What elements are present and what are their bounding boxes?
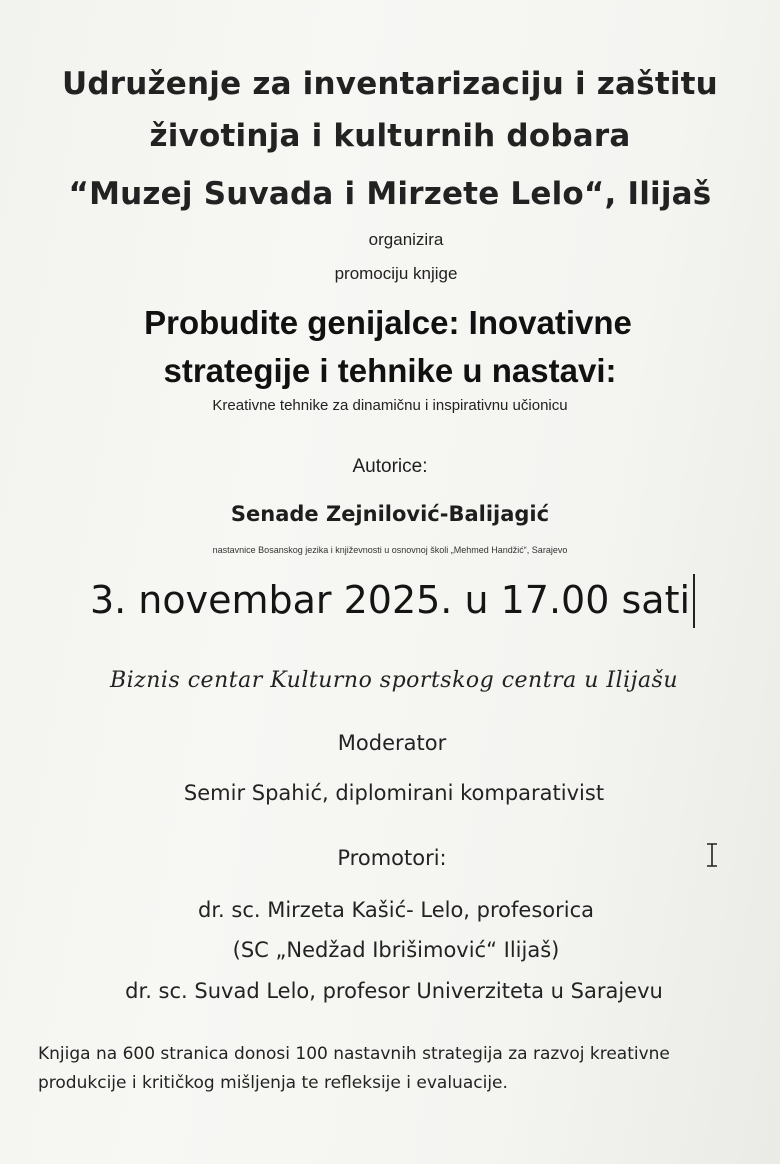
organization-name-line-3: “Muzej Suvada i Mirzete Lelo“, Ilijaš [68,176,712,212]
ibeam-cursor-icon [704,842,720,868]
text-cursor [693,574,695,628]
promotor-1-affiliation: (SC „Nedžad Ibrišimović“ Ilijaš) [232,938,560,962]
book-title-line-1: Probudite genijalce: Inovativne [144,304,632,341]
organizes-text: organizira [368,230,444,249]
book-description-line-1: Knjiga na 600 stranica donosi 100 nastavnih strategija za razvoj kreativne [38,1044,670,1064]
promotor-2: dr. sc. Suvad Lelo, profesor Univerziteta u Sarajevu [125,979,663,1003]
book-promotion-text: promociju knjige [334,264,458,283]
book-title-line-2: strategije i tehnike u nastavi: [163,352,617,389]
book-subtitle: Kreativne tehnike za dinamičnu i inspirativnu učionicu [212,397,568,414]
organization-name-line-1: Udruženje za inventarizaciju i zaštitu [62,66,718,102]
event-venue: Biznis centar Kulturno sportskog centra u Ilijašu [109,668,679,693]
moderator-label: Moderator [337,731,447,755]
book-description [38,1040,768,1098]
book-description-line-2: produkcije i kritičkog mišljenja te refleksije i evaluacije. [38,1073,508,1093]
promotors-label: Promotori: [337,846,447,870]
author-description: nastavnice Bosanskog jezika i književnosti u osnovnoj školi „Mehmed Handžić“, Sarajevo [212,545,568,555]
organization-name-line-2: životinja i kulturnih dobara [149,118,631,154]
promotor-1: dr. sc. Mirzeta Kašić- Lelo, profesorica [198,898,594,922]
event-date-time: 3. novembar 2025. u 17.00 sati [89,578,691,622]
moderator-name: Semir Spahić, diplomirani komparativist [183,781,605,805]
author-name: Senade Zejnilović-Balijagić [230,502,550,526]
authors-label: Autorice: [352,456,428,477]
